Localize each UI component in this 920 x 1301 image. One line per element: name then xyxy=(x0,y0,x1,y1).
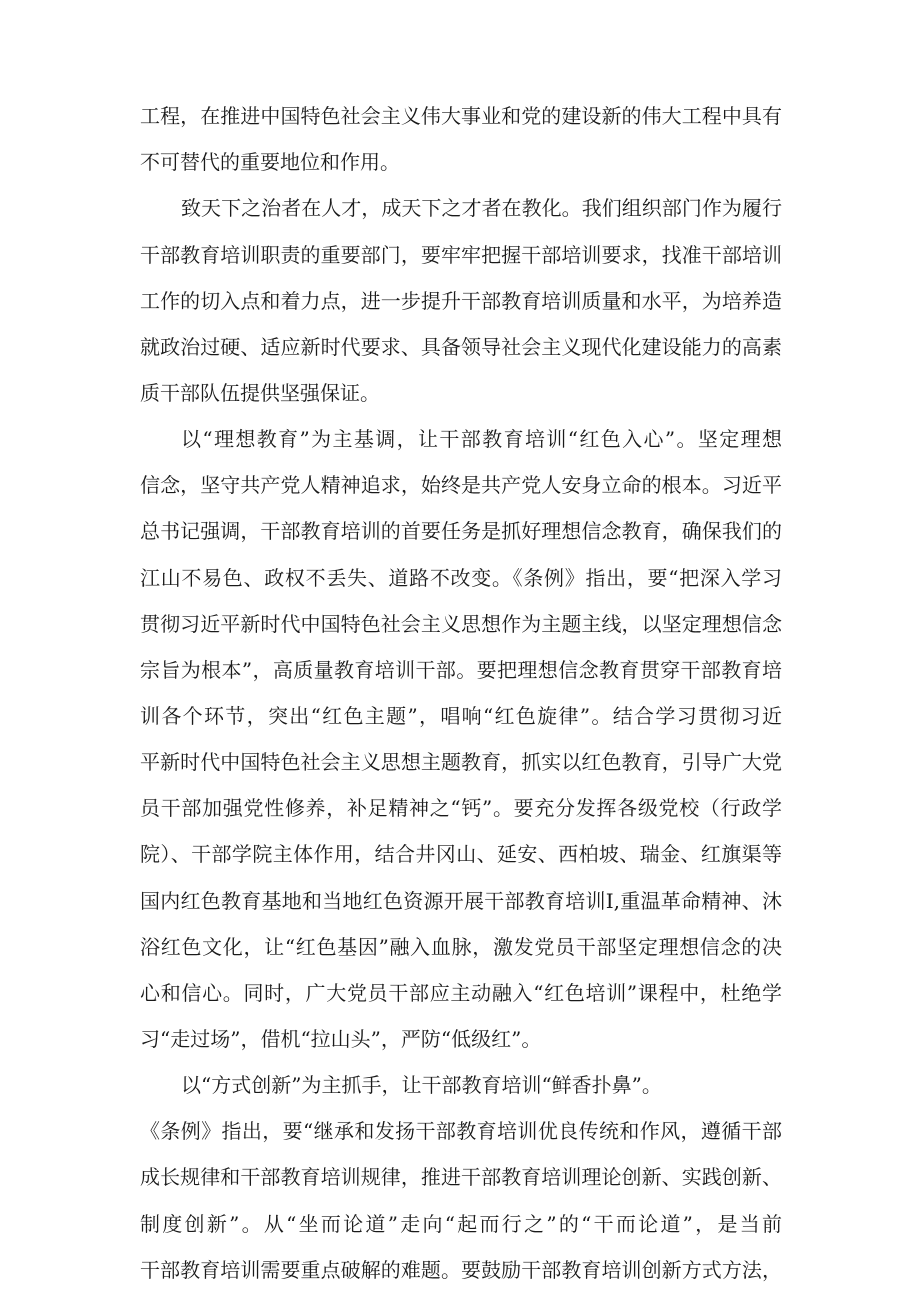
text-line: 心和信心。同时，广大党员干部应主动融入“红色培训”课程中，杜绝学 xyxy=(140,981,782,1005)
text-line: 总书记强调，干部教育培训的首要任务是抓好理想信念教育，确保我们的 xyxy=(140,519,782,543)
text-line: 干部教育培训需要重点破解的难题。要鼓励干部教育培训创新方式方法， xyxy=(140,1258,782,1282)
text-line: 以“理想教育”为主基调，让干部教育培训“红色入心”。坚定理想 xyxy=(181,427,782,451)
text-line: 员干部加强党性修养，补足精神之“钙”。要充分发挥各级党校（行政学 xyxy=(140,796,782,820)
text-line: 国内红色教育基地和当地红色资源开展干部教育培训I,重温革命精神、沐 xyxy=(140,889,782,913)
text-line: 不可替代的重要地位和作用。 xyxy=(140,150,400,174)
text-line: 《条例》指出，要“继承和发扬干部教育培训优良传统和作风，遵循干部 xyxy=(140,1119,782,1143)
text-line: 以“方式创新”为主抓手，让干部教育培训“鲜香扑鼻”。 xyxy=(181,1073,662,1097)
text-line: 工程，在推进中国特色社会主义伟大事业和党的建设新的伟大工程中具有 xyxy=(140,104,782,128)
text-line: 平新时代中国特色社会主义思想主题教育，抓实以红色教育，引导广大党 xyxy=(140,750,782,774)
text-line: 江山不易色、政权不丢失、道路不改变。《条例》指出，要“把深入学习 xyxy=(140,566,782,590)
text-line: 院）、干部学院主体作用，结合井冈山、延安、西柏坡、瑞金、红旗渠等 xyxy=(140,842,782,866)
text-line: 信念，坚守共产党人精神追求，始终是共产党人安身立命的根本。习近平 xyxy=(140,473,782,497)
text-line: 干部教育培训职责的重要部门，要牢牢把握干部培训要求，找准干部培训 xyxy=(140,243,782,267)
text-line: 制度创新”。从“坐而论道”走向“起而行之”的“干而论道”，是当前 xyxy=(140,1212,782,1236)
text-line: 工作的切入点和着力点，进一步提升干部教育培训质量和水平，为培养造 xyxy=(140,289,782,313)
text-line: 训各个环节，突出“红色主题”，唱响“红色旋律”。结合学习贯彻习近 xyxy=(140,704,782,728)
text-line: 成长规律和干部教育培训规律，推进干部教育培训理论创新、实践创新、 xyxy=(140,1165,782,1189)
text-line: 就政治过硬、适应新时代要求、具备领导社会主义现代化建设能力的高素 xyxy=(140,335,782,359)
text-line: 浴红色文化，让“红色基因”融入血脉，激发党员干部坚定理想信念的决 xyxy=(140,935,782,959)
text-line: 致天下之治者在人才，成天下之才者在教化。我们组织部门作为履行 xyxy=(181,196,782,220)
text-line: 质干部队伍提供坚强保证。 xyxy=(140,381,380,405)
text-line: 习“走过场”，借机“拉山头”，严防“低级红”。 xyxy=(140,1027,542,1051)
text-line: 贯彻习近平新时代中国特色社会主义思想作为主题主线，以坚定理想信念 xyxy=(140,612,782,636)
text-line: 宗旨为根本”，高质量教育培训干部。要把理想信念教育贯穿干部教育培 xyxy=(140,658,782,682)
